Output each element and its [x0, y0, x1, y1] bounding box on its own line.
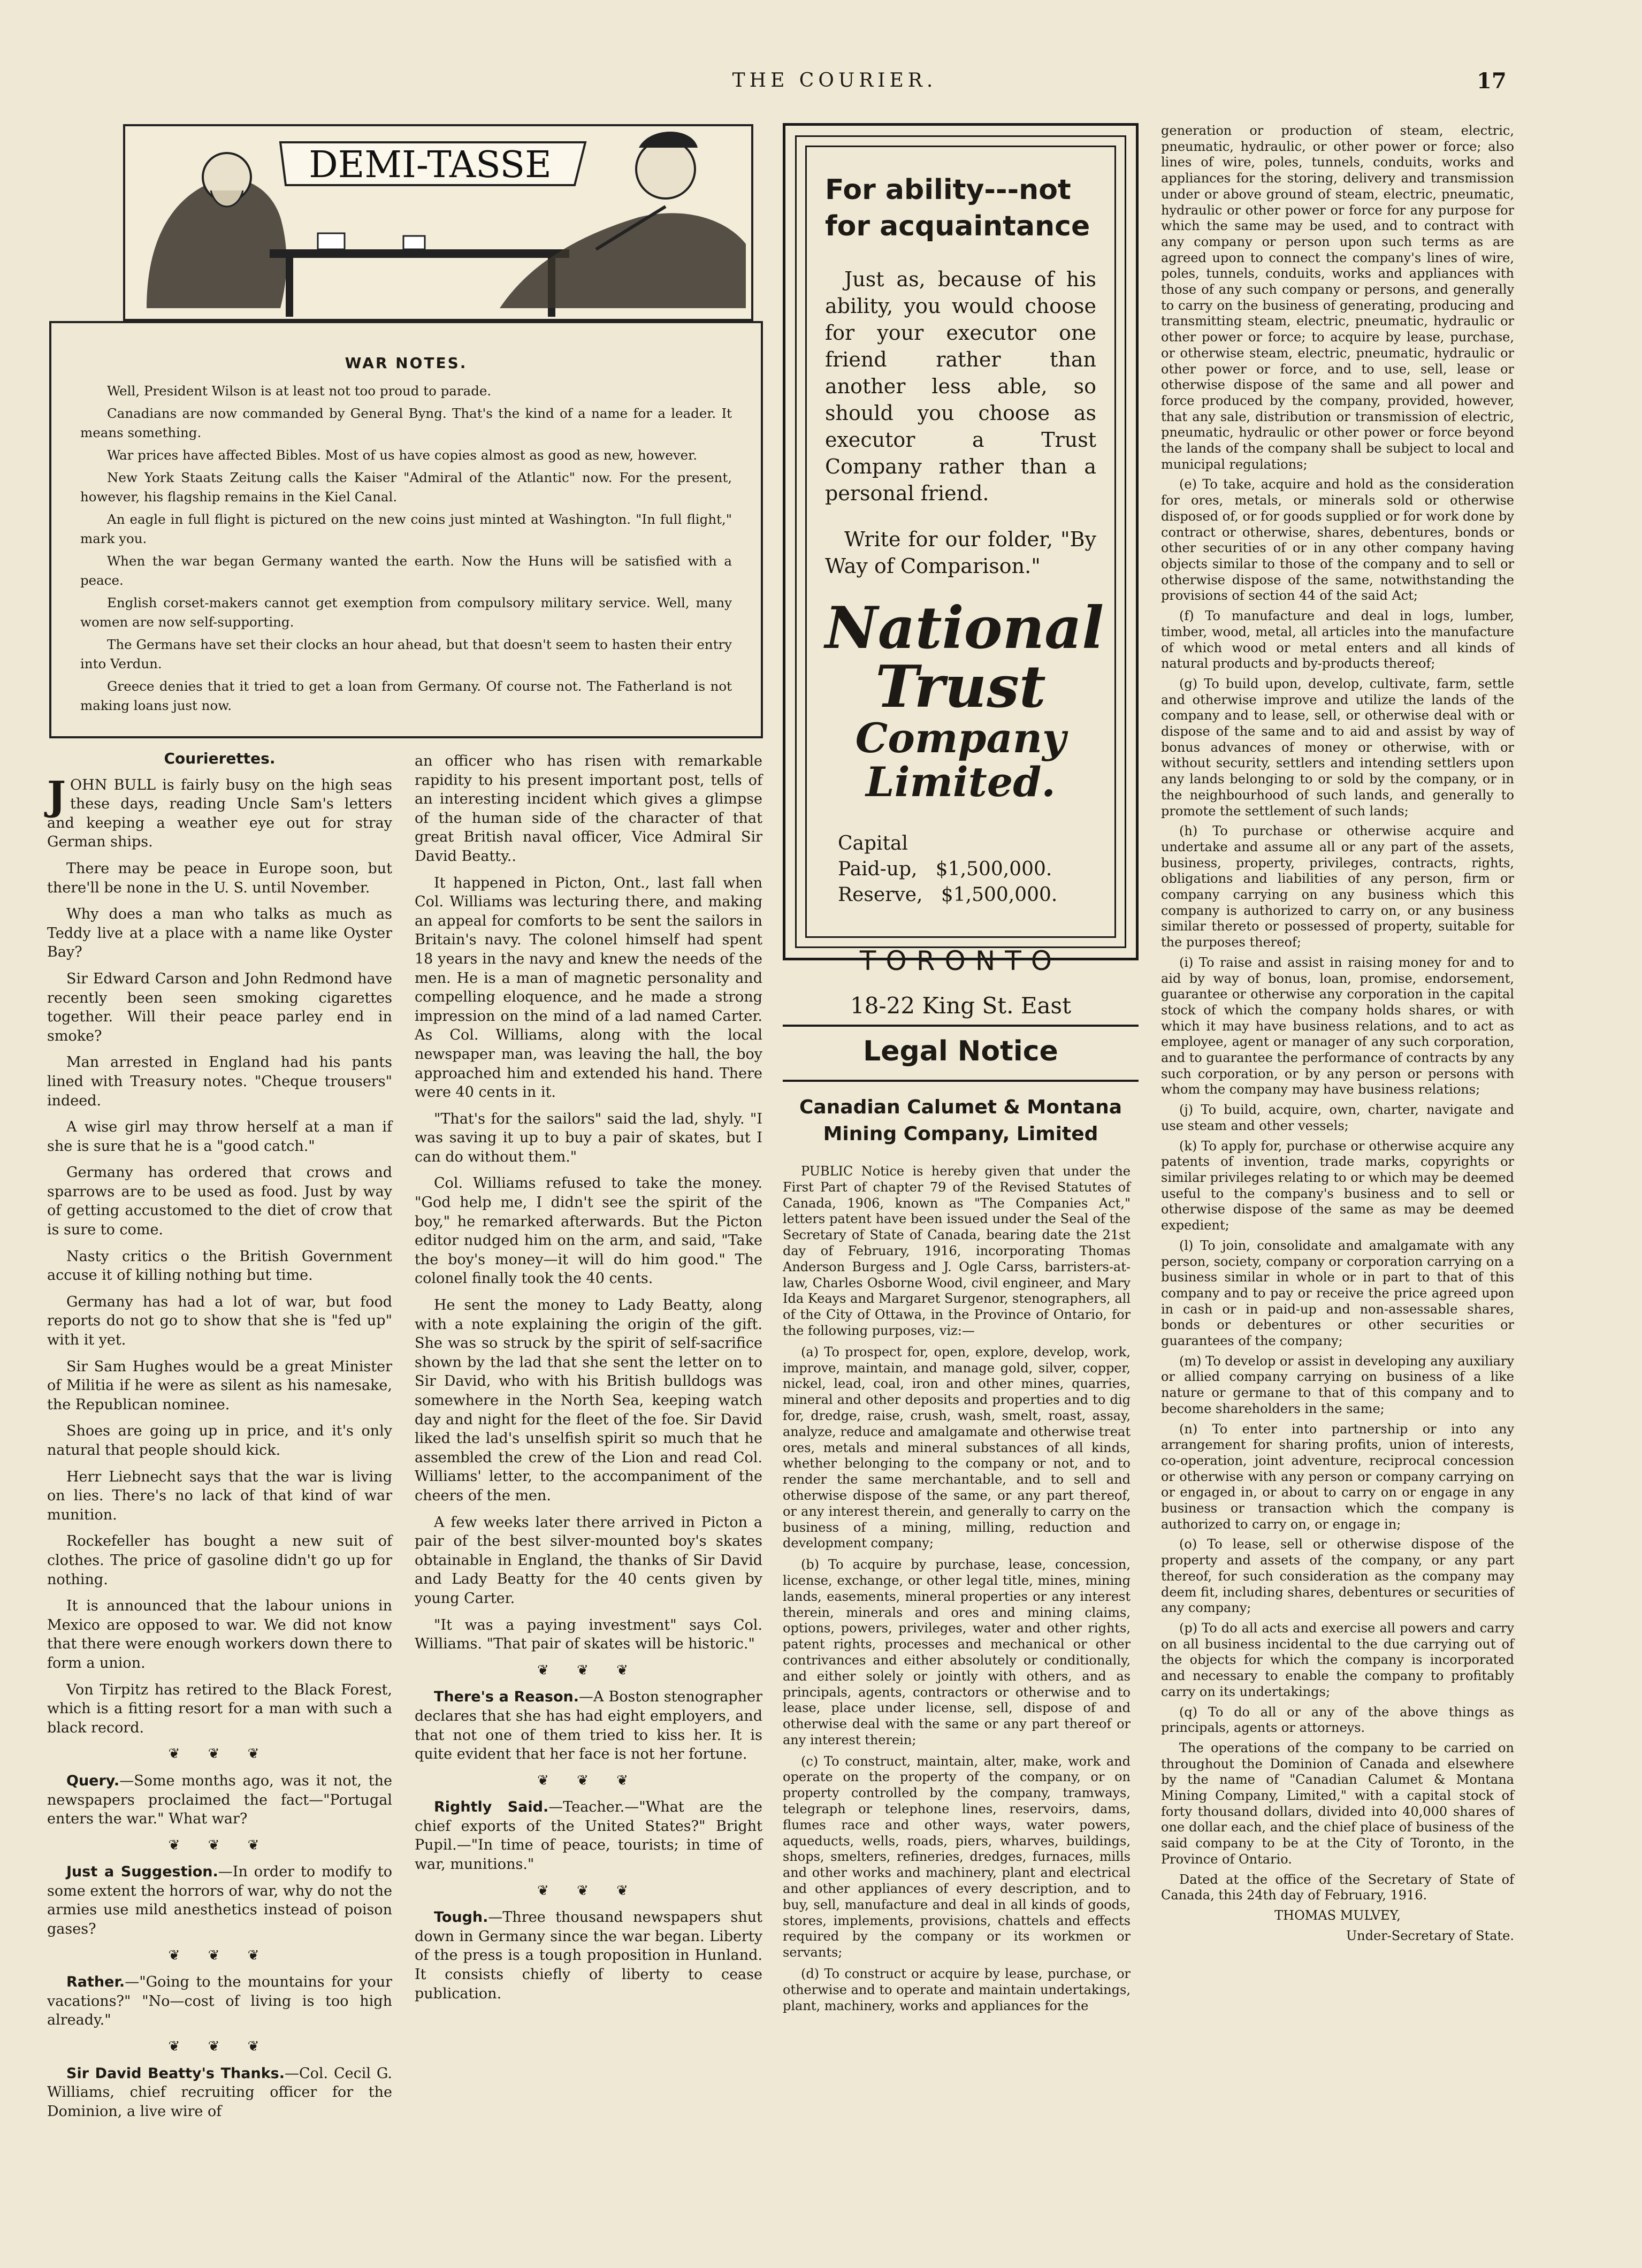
rightly-item: [415, 1798, 762, 1874]
beatty-item: [47, 2064, 392, 2121]
legal-clause: (o) To lease, sell or otherwise dispose of the property and assets of the company, or any part thereof, for such consideration as the company may deem fit, including shares, debentures or securities of any company;: [1161, 1537, 1514, 1616]
war-notes-box: [49, 321, 763, 738]
ad-paid-up: Paid-up, $1,500,000.: [838, 858, 1052, 880]
legal-signer-title: Under-Secretary of State.: [1346, 1928, 1514, 1943]
legal-operations: The operations of the company to be carried on throughout the Dominion of Canada and elsewhere by the name of "Canadian Calumet & Montana Mining Company, Limited," with a capital stock of forty thousand dollars, divided into 40,000 shares of one dollar each, and the chief place of business of the said company to be at the City of Toronto, in the Province of Ontario.: [1161, 1740, 1514, 1867]
demi-tasse-banner-text: DEMI-TASSE: [309, 144, 552, 186]
courierette-first-text: OHN BULL is fairly busy on the high seas these days, reading Uncle Sam's letters and keeping a weather eye out for stray German ships.: [47, 776, 392, 851]
legal-notice-continued: [1161, 123, 1514, 1948]
courierette-item: Germany has ordered that crows and sparrows are to be used as food. Just by way of getting accustomed to the diet of crow that is sure to come.: [47, 1164, 392, 1239]
section-ornament: ❦ ❦ ❦: [537, 1882, 640, 1899]
section-ornament: ❦ ❦ ❦: [537, 1662, 640, 1678]
courierette-item: Why does a man who talks as much as Teddy live at a place with a name like Oyster Bay?: [47, 906, 392, 961]
page-number: 17: [1477, 68, 1507, 94]
courierette-first: [47, 773, 392, 852]
beatty-paragraph: "That's for the sailors" said the lad, shyly. "I was saving it up to buy a pair of skates, but I can do without them.": [415, 1110, 762, 1165]
courierette-item: Nasty critics o the British Government accuse it of killing nothing but time.: [47, 1248, 392, 1284]
reason-lead: There's a Reason.: [434, 1689, 579, 1706]
query-lead: Query.: [66, 1772, 120, 1789]
beatty-continued: an officer who has risen with remarkable rapidity to his present important post, tells of an interesting incident which gives a glimpse of the human side of the character of that great British naval officer, Vice Admiral Sir David Beatty..: [415, 753, 762, 865]
legal-clause: (f) To manufacture and deal in logs, lumber, timber, wood, metal, all articles into the manufacture of which wood or metal enters and all kinds of natural products and by-products thereof;: [1161, 608, 1514, 671]
legal-rule-bottom: [783, 1080, 1139, 1082]
war-note: English corset-makers cannot get exemption from compulsory military service. Well, many women are now self-supporting.: [80, 595, 732, 630]
war-note: Greece denies that it tried to get a loan from Germany. Of course not. The Fatherland is not making loans just now.: [80, 678, 732, 713]
drop-cap: J: [47, 773, 66, 819]
section-ornament: ❦ ❦ ❦: [537, 1772, 640, 1789]
war-note: When the war began Germany wanted the earth. Now the Huns will be satisfied with a peace.: [80, 553, 732, 588]
beatty-paragraph: It happened in Picton, Ont., last fall when Col. Williams was lecturing there, and making an appeal for comforts to be sent the sailors in Britain's navy. The colonel himself had spent 18 years in the navy and knew the needs of the men. He is a man of magnetic personality and compelling eloquence, and he made a strong impression on the mind of a lad named Carter. As Col. Williams, along with the local newspaper man, was leaving the hall, the boy approached him and extended his hand. There were 40 cents in it.: [415, 874, 762, 1101]
legal-clause: (p) To do all acts and exercise all powers and carry on all business incidental to the due carrying out of the objects for which the company is incorporated and necessary to enable the company to profitably carry on its undertakings;: [1161, 1620, 1514, 1699]
ad-folder-text: Write for our folder, "By Way of Comparison.": [825, 528, 1096, 578]
suggestion-lead: Just a Suggestion.: [66, 1864, 218, 1881]
legal-clause: (h) To purchase or otherwise acquire and undertake and assume all or any part of the assets, business, property, privileges, contracts, rights, obligations and liabilities of any person, firm or company carrying on any business which this company is authorized to carry on, or any business similar thereto or possessed of property, suitable for the purposes thereof;: [1161, 823, 1514, 950]
rightly-text: —Teacher.—"What are the chief exports of the United States?" Bright Pupil.—"In time of peace, tourists; in time of war, munitions.": [415, 1799, 762, 1873]
legal-clause: (l) To join, consolidate and amalgamate with any person, society, company or corporation carrying on a business similar in whole or in part to that of this company and to pay or receive the price agreed upon in cash or in paid-up and non-assessable shares, bonds or debentures or other securities or guarantees of the company;: [1161, 1238, 1514, 1349]
legal-clause: (m) To develop or assist in developing any auxiliary or allied company carrying on business of a like nature or germane to that of this company and to become shareholders in the same;: [1161, 1353, 1514, 1416]
ad-brand-logo: [825, 594, 1104, 806]
courierette-item: Rockefeller has bought a new suit of clothes. The price of gasoline didn't go up for nothing.: [47, 1533, 392, 1588]
legal-rule-top: [783, 1025, 1139, 1027]
legal-clause: (b) To acquire by purchase, lease, concession, license, exchange, or other legal title, mines, mining lands, easements, mineral properties or any interest therein, minerals and ores and mining claims, options, powers, privileges, water and other rights, patent rights, processes and mechanical or other contrivances and either absolutely or conditionally, and either solely or jointly with others, and as principals, agents, contractors or otherwise and to lease, place under license, sell, dispose of and otherwise deal with the same or any part thereof or any interest therein;: [783, 1557, 1131, 1747]
query-text: —Some months ago, was it not, the newspapers proclaimed the fact—"Portugal enters the war." What war?: [47, 1772, 392, 1828]
column-two: [415, 752, 762, 2011]
running-head: THE COURIER.: [732, 70, 937, 91]
ad-reserve: Reserve, $1,500,000.: [838, 884, 1058, 906]
section-ornament: ❦ ❦ ❦: [168, 1947, 271, 1964]
legal-company-name: Canadian Calumet & Montana Mining Company, Limited: [799, 1096, 1122, 1145]
beatty-paragraph: He sent the money to Lady Beatty, along with a note explaining the origin of the gift. She was so struck by the spirit of self-sacrifice shown by the lad that she sent the letter on to Sir David, who with his British bulldogs was somewhere in the North Sea, keeping watch day and night for the fleet of the foe. Sir David liked the lad's unselfish spirit so much that he assembled the crew of the Lion and read Col. Williams' letter, to the accompaniment of the cheers of the men.: [415, 1297, 762, 1504]
beatty-paragraph: "It was a paying investment" says Col. Williams. "That pair of skates will be historic.": [415, 1616, 762, 1653]
ad-capital: [838, 831, 1096, 908]
war-note: War prices have affected Bibles. Most of us have copies almost as good as new, however.: [107, 447, 697, 463]
legal-clause: (g) To build upon, develop, cultivate, farm, settle and otherwise improve and utilize the lands of the company and to lease, sell, or otherwise deal with or dispose of the same and to aid and assist by way of bonus advances of money or otherwise, with or without security, settlers and intending settlers upon any lands belonging to or sold by the company, or in the neighbourhood of such lands, and generally to promote the settlement of such lands;: [1161, 676, 1514, 819]
courierette-item: Shoes are going up in price, and it's only natural that people should kick.: [47, 1423, 392, 1458]
legal-notice-title: Legal Notice: [863, 1035, 1058, 1067]
legal-clause: generation or production of steam, electric, pneumatic, hydraulic, or other power or force; also lines of wire, poles, tunnels, conduits, works and appliances for the storing, delivery and transmission under or above ground of steam, electric, pneumatic, hydraulic or other power or force for any purpose for which the same may be used, and to contract with any company or person upon such terms as are agreed upon to connect the company's lines of wire, poles, tunnels, conduits, works and appliances with those of any such company or persons, and generally to carry on the business of generating, producing and transmitting steam, electric, pneumatic, hydraulic or other power or force; to acquire by lease, purchase, or otherwise steam, electric, pneumatic, hydraulic or other power or force, and to use, sell, lease or otherwise dispose of the same and all power and force produced by the company, provided, however, that any sale, distribution or transmission of electric, pneumatic, hydraulic or other power or force beyond the lands of the company shall be subject to local and municipal regulations;: [1161, 123, 1514, 472]
war-note: Canadians are now commanded by General Byng. That's the kind of a name for a leader. It means something.: [80, 406, 732, 440]
legal-clause: (n) To enter into partnership or into any arrangement for sharing profits, union of interests, co-operation, joint adventure, reciprocal concession or otherwise with any person or company carrying on or engaged in, or about to carry on or engage in any business or transaction which the company is authorized to carry on, or engage in;: [1161, 1421, 1514, 1532]
courierettes-column: [47, 749, 392, 2128]
courierette-item: There may be peace in Europe soon, but there'll be none in the U. S. until November.: [47, 860, 392, 896]
courierette-item: Man arrested in England had his pants lined with Treasury notes. "Cheque trousers" indeed.: [47, 1054, 392, 1109]
ad-city: TORONTO: [859, 945, 1062, 976]
legal-clause: (i) To raise and assist in raising money for and to aid by way of bonus, loan, promise, endorsement, guarantee or otherwise any corporation in the capital stock of which the company holds shares, or with which it may have business relations, and to act as employee, agent or manager of any such corporation, and to guarantee the performance of contracts by any such corporation, or by any person or persons with whom the company may have business relations;: [1161, 954, 1514, 1097]
courierette-item: Herr Liebnecht says that the war is living on lies. There's no lack of that kind of war munition.: [47, 1468, 392, 1523]
suggestion-item: [47, 1862, 392, 1938]
section-ornament: ❦ ❦ ❦: [168, 1837, 271, 1853]
courierette-item: Sir Sam Hughes would be a great Minister of Militia if he were as silent as his namesake, the Republican nominee.: [47, 1358, 392, 1413]
rather-text: —"Going to the mountains for your vacations?" "No—cost of living is too high already.": [47, 1974, 392, 2029]
legal-clause: (q) To do all or any of the above things as principals, agents or attorneys.: [1161, 1704, 1514, 1736]
beatty-lead: Sir David Beatty's Thanks.: [66, 2065, 285, 2082]
tough-lead: Tough.: [434, 1909, 488, 1926]
courierettes-heading: Courierettes.: [164, 750, 276, 767]
rather-lead: Rather.: [66, 1974, 125, 1991]
legal-dated: Dated at the office of the Secretary of State of Canada, this 24th day of February, 1916.: [1161, 1872, 1514, 1903]
ad-brand-line2: Company Limited.: [855, 714, 1066, 806]
query-item: [47, 1771, 392, 1829]
war-notes-heading: WAR NOTES.: [345, 354, 468, 372]
legal-clause: (d) To construct or acquire by lease, purchase, or otherwise and to operate and maintain undertakings, plant, machinery, works and appliances for the: [783, 1966, 1131, 2013]
legal-clause: (j) To build, acquire, own, charter, navigate and use steam and other vessels;: [1161, 1102, 1514, 1133]
ad-inner-frame: [795, 135, 1126, 1019]
demi-tasse-drawing: [125, 126, 751, 319]
ad-content: [805, 146, 1116, 1019]
ad-headline: For ability---not for acquaintance: [825, 174, 1090, 242]
ad-brand-line1: National Trust: [825, 594, 1104, 721]
legal-intro: PUBLIC Notice is hereby given that under the First Part of chapter 79 of the Revised Statutes of Canada, 1906, known as "The Companies Act," letters patent have been issued under the Seal of the Secretary of State of Canada, bearing date the 21st day of February, 1916, incorporating Thomas Anderson Burgess and J. Ogle Carss, barristers-at-law, Charles Osborne Wood, civil engineer, and Mary Ida Keays and Margaret Surgenor, stenographers, all of the City of Ottawa, in the Province of Ontario, for the following purposes, viz:—: [783, 1164, 1131, 1338]
legal-clause: (k) To apply for, purchase or otherwise acquire any patents of invention, trade marks, copyrights or similar privileges relating to or which may be deemed useful to the company's business and to sell or otherwise dispose of the same as may be deemed expedient;: [1161, 1138, 1514, 1233]
war-note: The Germans have set their clocks an hour ahead, but that doesn't seem to hasten their entry into Verdun.: [80, 637, 732, 671]
legal-clause: (e) To take, acquire and hold as the consideration for ores, metals, or minerals sold or otherwise disposed of, or for goods supplied or for work done by contract or otherwise, shares, debentures, bonds or other securities of or in any other company having objects similar to those of the company and to sell or otherwise dispose of the same, notwithstanding the provisions of section 44 of the said Act;: [1161, 477, 1514, 604]
courierette-item: Sir Edward Carson and John Redmond have recently been seen smoking cigarettes together. Will their peace parley end in smoke?: [47, 970, 392, 1044]
legal-notice-body: [783, 1164, 1131, 2019]
suggestion-text: —In order to modify to some extent the horrors of war, why do not the armies use mild anesthetics instead of poison gases?: [47, 1864, 392, 1938]
war-note: New York Staats Zeitung calls the Kaiser "Admiral of the Atlantic" now. For the present, however, his flagship remains in the Kiel Canal.: [80, 470, 732, 505]
war-note: An eagle in full flight is pictured on the new coins just minted at Washington. "In full flight," mark you.: [80, 511, 732, 546]
courierette-item: A wise girl may throw herself at a man if she is sure that he is a "good catch.": [47, 1119, 392, 1155]
reason-text: —A Boston stenographer declares that she has had eight employers, and that not one of them tried to kiss her. It is quite evident that her face is not her fortune.: [415, 1689, 762, 1763]
legal-clause: (a) To prospect for, open, explore, develop, work, improve, maintain, and manage gold, silver, copper, nickel, lead, coal, iron and other mines, quarries, mineral and other deposits and properties and to dig for, dredge, raise, crush, wash, smelt, roast, assay, analyze, reduce and amalgamate and otherwise treat ores, metals and mineral substances of all kinds, whether belonging to the company or not, and to render the same merchantable, and to sell and otherwise dispose of the same, or any part thereof, or any interest therein, and generally to carry on the business of a mining, milling, reduction and development company;: [783, 1344, 1131, 1551]
war-note: Well, President Wilson is at least not too proud to parade.: [107, 383, 492, 399]
ad-capital-label: Capital: [838, 833, 908, 854]
courierette-item: It is announced that the labour unions in Mexico are opposed to war. We did not know that there were enough workers down there to form a union.: [47, 1598, 392, 1671]
national-trust-ad: [783, 123, 1139, 1019]
beatty-paragraph: Col. Williams refused to take the money. "God help me, I didn't see the spirit of the boy," he remarked afterwards. But the Picton editor nudged him on the arm, and said, "Take the boy's money—it will do him good." The colonel finally took the 40 cents.: [415, 1175, 762, 1287]
beatty-text: —Col. Cecil G. Williams, chief recruiting officer for the Dominion, a live wire of: [47, 2065, 393, 2120]
legal-clause: (c) To construct, maintain, alter, make, work and operate on the property of the company, or on property controlled by the company, tramways, telegraph or telephone lines, reservoirs, dams, flumes race and other ways, water powers, aqueducts, wells, roads, piers, wharves, buildings, shops, smelters, refineries, dredges, furnaces, mills and other works and machinery, plant and electrical and other appliances of every description, and to buy, sell, manufacture and deal in all kinds of goods, stores, implements, provisions, chattels and effects required by the company or its workmen or servants;: [783, 1753, 1131, 1960]
ad-address: 18-22 King St. East: [850, 992, 1071, 1019]
demi-tasse-illustration: [123, 124, 753, 321]
legal-signer: THOMAS MULVEY,: [1274, 1907, 1401, 1923]
rather-item: [47, 1973, 392, 2030]
reason-item: [415, 1687, 762, 1763]
beatty-paragraph: A few weeks later there arrived in Picton a pair of the best silver-mounted boy's skates obtainable in England, the thanks of Sir David and Lady Beatty for the 40 cents given by young Carter.: [415, 1514, 762, 1607]
courierette-item: Germany has had a lot of war, but food reports do not go to show that she is "fed up" with it yet.: [47, 1293, 392, 1349]
rightly-lead: Rightly Said.: [434, 1799, 549, 1816]
courierette-item: Von Tirpitz has retired to the Black Forest, which is a fitting resort for a man with such a black record.: [47, 1681, 392, 1736]
section-ornament: ❦ ❦ ❦: [168, 1746, 271, 1762]
section-ornament: ❦ ❦ ❦: [168, 2038, 271, 2055]
tough-item: [415, 1908, 762, 2003]
tough-text: —Three thousand newspapers shut down in Germany since the war began. Liberty of the press is a tough proposition in Hunland. It consists chiefly of liberty to cease publication.: [415, 1909, 762, 2002]
ad-body-text: Just as, because of his ability, you would choose for your executor one friend rather than another less able, so should you choose as executor a Trust Company rather than a personal friend.: [825, 268, 1096, 505]
